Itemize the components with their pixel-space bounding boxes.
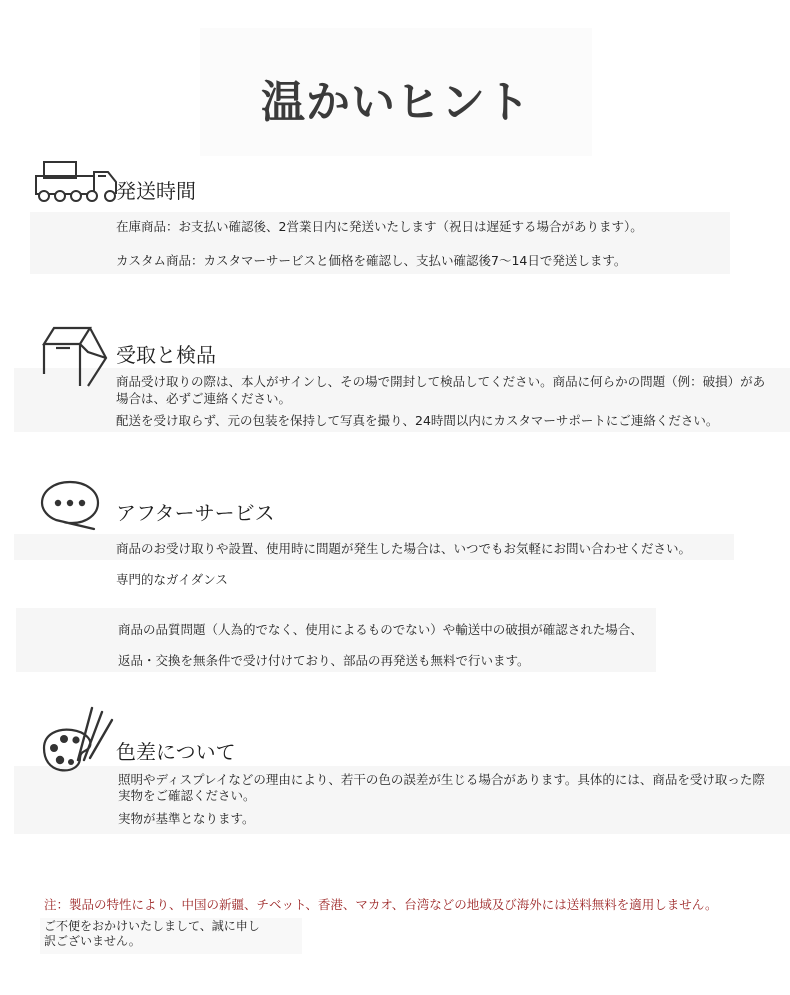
apology-line-2: 訳ございません。: [44, 934, 141, 948]
section-title-shipping: 発送時間: [116, 179, 196, 203]
receipt-line-3: 配送を受け取らず、元の包装を保持して写真を撮り、24時間以内にカスタマーサポートにご連絡ください。: [116, 413, 719, 428]
color-line-3: 実物が基準となります。: [118, 811, 255, 826]
page-title: 温かいヒント: [261, 77, 531, 128]
shipping-line-2: カスタム商品：カスタマーサービスと価格を確認し、支払い確認後7〜14日で発送します。: [116, 253, 627, 268]
service-line-1: 商品のお受け取りや設置、使用時に問題が発生した場合は、いつでもお気軽にお問い合わせください。: [116, 541, 692, 556]
color-line-1: 照明やディスプレイなどの理由により、若干の色の誤差が生じる場合があります。具体的には、商品を受け取った際: [118, 772, 765, 787]
section-title-receipt: 受取と検品: [116, 343, 216, 367]
shipping-exclusion-note: 注：製品の特性により、中国の新疆、チベット、香港、マカオ、台湾などの地域及び海外には送料無料を適用しません。: [44, 897, 718, 912]
receipt-line-1: 商品受け取りの際は、本人がサインし、その場で開封して検品してください。商品に何らかの問題（例：破損）があ: [116, 374, 766, 389]
apology-line-1: ご不便をおかけいたしまして、誠に申し: [44, 919, 260, 933]
package-box-icon: [40, 324, 110, 390]
chat-bubble-icon: [40, 479, 102, 533]
section-title-color: 色差について: [116, 740, 236, 764]
service-line-3: 商品の品質問題（人為的でなく、使用によるものでない）や輸送中の破損が確認された場合、: [118, 622, 643, 637]
section-title-service: アフターサービス: [116, 501, 275, 525]
shipping-line-1: 在庫商品：お支払い確認後、2営業日内に発送いたします（祝日は遅延する場合があります）。: [116, 219, 643, 234]
delivery-truck-icon: [34, 160, 118, 206]
service-line-4: 返品・交換を無条件で受け付けており、部品の再発送も無料で行います。: [118, 653, 530, 668]
receipt-line-2: 場合は、必ずご連絡ください。: [116, 391, 292, 406]
paint-palette-icon: [40, 704, 118, 774]
service-line-2: 専門的なガイダンス: [116, 572, 228, 587]
color-line-2: 実物をご確認ください。: [118, 788, 256, 803]
